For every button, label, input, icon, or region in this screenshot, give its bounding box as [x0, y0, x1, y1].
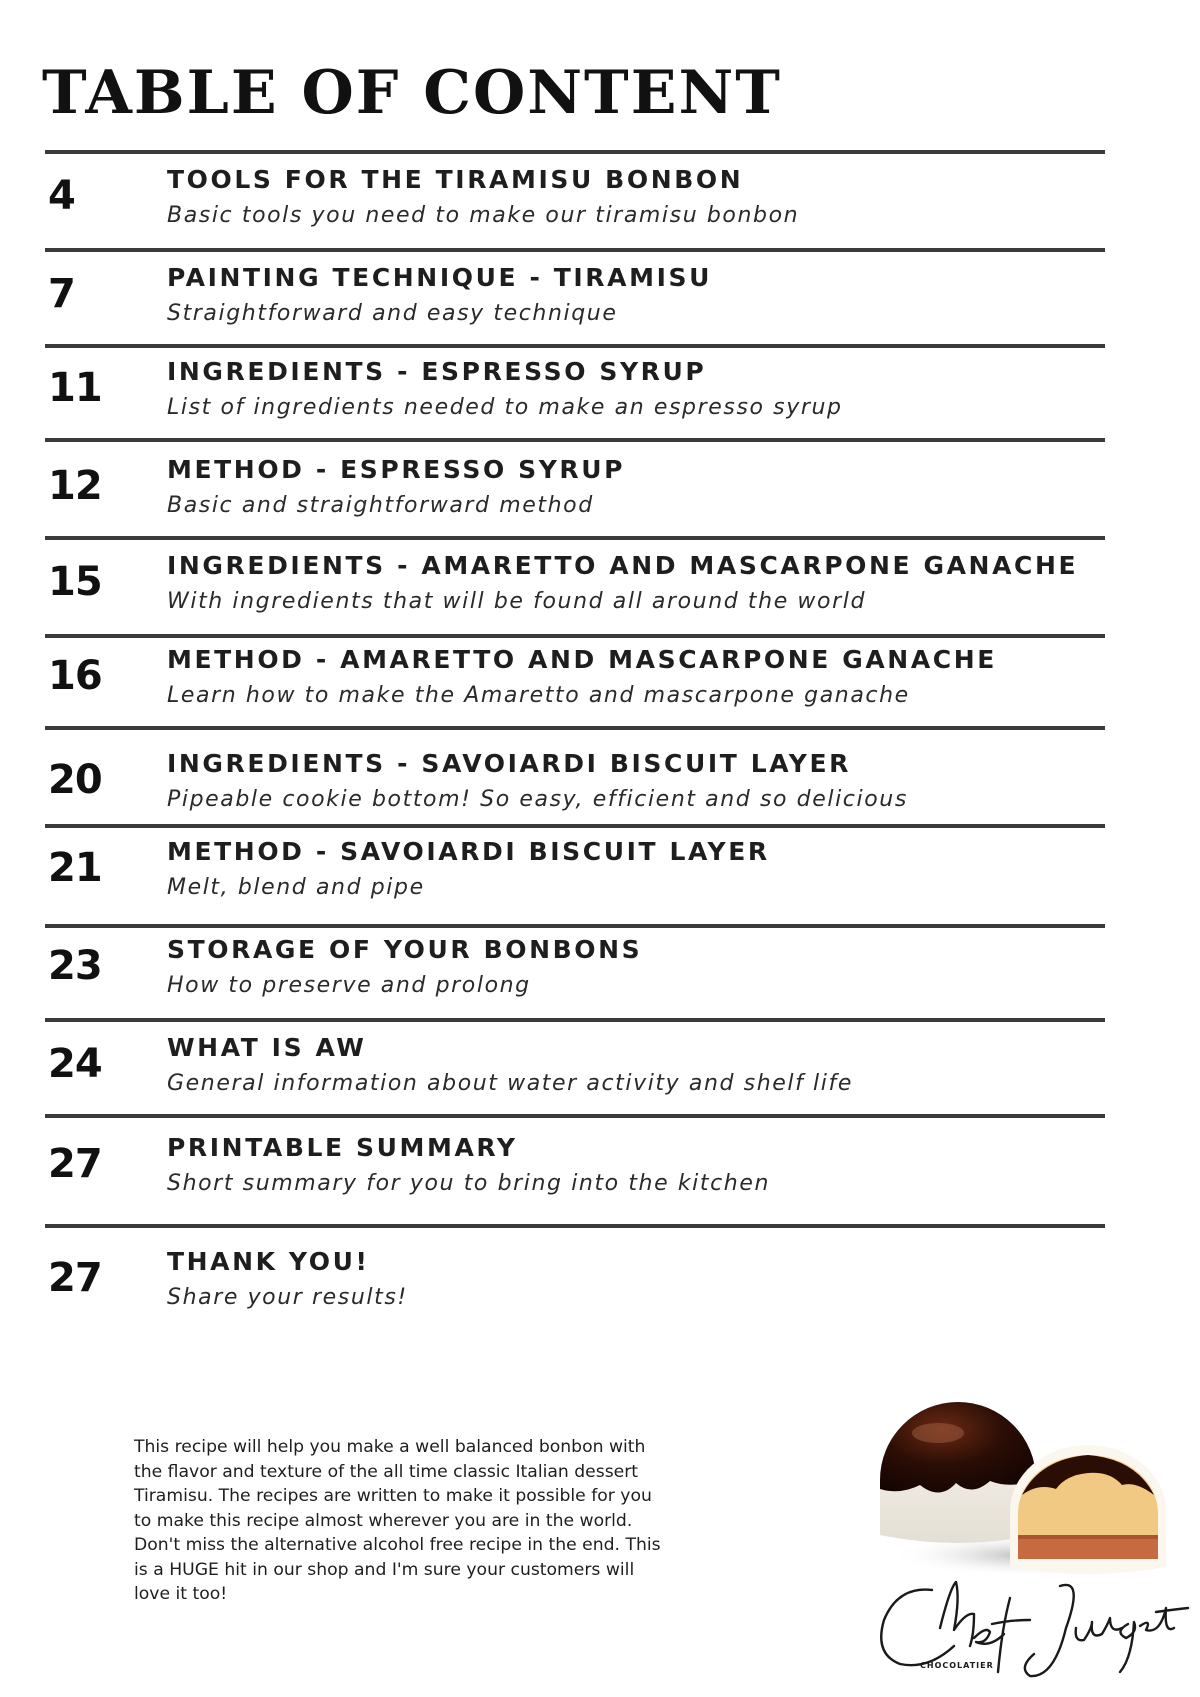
toc-subtitle: List of ingredients needed to make an espresso syrup — [167, 395, 843, 420]
toc-heading: TOOLS FOR THE TIRAMISU BONBON — [167, 165, 744, 194]
toc-subtitle: Learn how to make the Amaretto and mascarpone ganache — [167, 683, 910, 708]
toc-heading: WHAT IS AW — [167, 1033, 367, 1062]
page-title: TABLE OF CONTENT — [42, 58, 782, 128]
toc-heading: METHOD - AMARETTO AND MASCARPONE GANACHE — [167, 645, 997, 674]
toc-page-number: 21 — [48, 845, 102, 891]
toc-page-number: 23 — [48, 943, 102, 989]
toc-page-number: 20 — [48, 757, 102, 803]
toc-entry[interactable] — [45, 154, 1105, 250]
toc-heading: METHOD - ESPRESSO SYRUP — [167, 455, 626, 484]
cut-bonbon — [1010, 1445, 1166, 1574]
toc-page-number: 4 — [48, 173, 75, 219]
intro-paragraph: This recipe will help you make a well balanced bonbon with the flavor and texture of the all time classic Italian dessert Tiramisu. The recipes are written to make it possible for you to make this recipe almost wherever you are in the world. Don't miss the alternative alcohol free recipe in the end. This is a HUGE hit in our shop and I'm sure your customers will love it too! — [134, 1437, 661, 1604]
toc-subtitle: Basic tools you need to make our tiramisu bonbon — [167, 203, 800, 228]
toc-heading: PAINTING TECHNIQUE - TIRAMISU — [167, 263, 712, 292]
toc-page-number: 24 — [48, 1041, 102, 1087]
toc-page-number: 11 — [48, 365, 102, 411]
toc-page-number: 16 — [48, 653, 102, 699]
toc-heading: INGREDIENTS - ESPRESSO SYRUP — [167, 357, 707, 386]
toc-entry[interactable] — [45, 252, 1105, 348]
toc-subtitle: How to preserve and prolong — [167, 973, 531, 998]
divider — [45, 1114, 1105, 1118]
toc-entry[interactable] — [45, 1122, 1105, 1218]
divider — [45, 438, 1105, 442]
toc-entry[interactable] — [45, 738, 1105, 834]
bonbon-image — [860, 1385, 1190, 1585]
toc-subtitle: Pipeable cookie bottom! So easy, efficient and so delicious — [167, 787, 908, 812]
toc-subtitle: General information about water activity and shelf life — [167, 1071, 853, 1096]
toc-page-number: 15 — [48, 559, 102, 605]
toc-heading: PRINTABLE SUMMARY — [167, 1133, 518, 1162]
toc-heading: INGREDIENTS - SAVOIARDI BISCUIT LAYER — [167, 749, 852, 778]
toc-page-number: 27 — [48, 1141, 102, 1187]
toc-entry[interactable] — [45, 444, 1105, 540]
divider — [45, 1224, 1105, 1228]
toc-entry[interactable] — [45, 634, 1105, 730]
toc-heading: METHOD - SAVOIARDI BISCUIT LAYER — [167, 837, 770, 866]
divider — [45, 726, 1105, 730]
toc-subtitle: Melt, blend and pipe — [167, 875, 425, 900]
toc-subtitle: Straightforward and easy technique — [167, 301, 618, 326]
toc-entry[interactable] — [45, 924, 1105, 1020]
toc-entry[interactable] — [45, 346, 1105, 442]
toc-entry[interactable] — [45, 826, 1105, 922]
toc-heading: THANK YOU! — [167, 1247, 370, 1276]
toc-page-number: 7 — [48, 271, 75, 317]
toc-heading: STORAGE OF YOUR BONBONS — [167, 935, 643, 964]
toc-heading: INGREDIENTS - AMARETTO AND MASCARPONE GANACHE — [167, 551, 1079, 580]
toc-subtitle: With ingredients that will be found all around the world — [167, 589, 867, 614]
toc-subtitle: Short summary for you to bring into the kitchen — [167, 1171, 771, 1196]
toc-subtitle: Basic and straightforward method — [167, 493, 594, 518]
toc-entry[interactable] — [45, 1236, 1105, 1332]
signature-tagline: CHOCOLATIER — [920, 1661, 994, 1670]
toc-subtitle: Share your results! — [167, 1285, 408, 1310]
toc-page-number: 12 — [48, 463, 102, 509]
toc-page-number: 27 — [48, 1255, 102, 1301]
signature-logo — [870, 1568, 1190, 1688]
toc-entry[interactable] — [45, 540, 1105, 636]
toc-entry[interactable] — [45, 1022, 1105, 1118]
